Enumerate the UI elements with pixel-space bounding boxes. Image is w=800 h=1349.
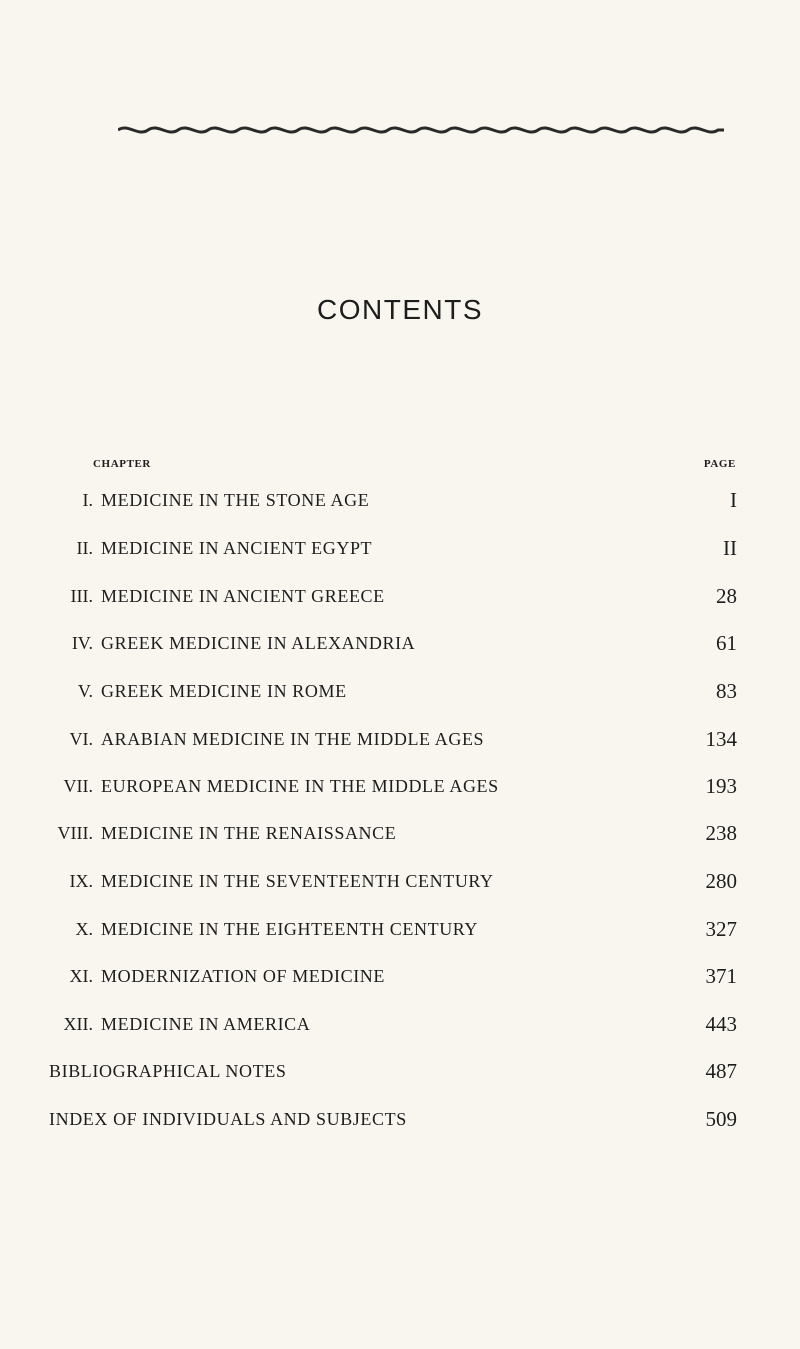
chapter-title: MODERNIZATION OF MEDICINE <box>101 966 385 986</box>
chapter-number: VI. <box>69 729 93 749</box>
toc-entry <box>0 1059 800 1083</box>
page-number: 238 <box>705 821 737 845</box>
toc-entry <box>0 869 800 893</box>
toc-entry <box>0 488 800 512</box>
page-number: 371 <box>705 964 737 988</box>
section-title: INDEX OF INDIVIDUALS AND SUBJECTS <box>49 1109 407 1129</box>
page-number: 83 <box>716 679 737 703</box>
page-column-header: PAGE <box>703 458 736 470</box>
chapter-number: V. <box>77 681 93 701</box>
page-number: 487 <box>705 1059 737 1083</box>
chapter-title: MEDICINE IN AMERICA <box>101 1014 311 1034</box>
toc-entry <box>0 964 800 988</box>
chapter-number: VII. <box>63 776 93 796</box>
chapter-title: EUROPEAN MEDICINE IN THE MIDDLE AGES <box>101 776 499 796</box>
page-number: II <box>723 536 737 560</box>
chapter-number: III. <box>70 586 93 606</box>
toc-entry <box>0 727 800 751</box>
toc-entry <box>0 679 800 703</box>
page-number: I <box>730 488 737 512</box>
chapter-title: MEDICINE IN THE SEVENTEENTH CENTURY <box>101 871 494 891</box>
chapter-title: GREEK MEDICINE IN ROME <box>101 681 347 701</box>
chapter-number: IX. <box>69 871 93 891</box>
toc-entry <box>0 1012 800 1036</box>
toc-entry <box>0 774 800 798</box>
toc-entry <box>0 821 800 845</box>
page-number: 28 <box>716 584 737 608</box>
chapter-number: VIII. <box>57 823 93 843</box>
page-number: 134 <box>705 727 737 751</box>
chapter-title: MEDICINE IN THE RENAISSANCE <box>101 823 397 843</box>
toc-entry <box>0 584 800 608</box>
toc-entry <box>0 917 800 941</box>
chapter-number: I. <box>82 490 93 510</box>
page-number: 280 <box>705 869 737 893</box>
chapter-number: II. <box>76 538 93 558</box>
chapter-title: MEDICINE IN ANCIENT EGYPT <box>101 538 373 558</box>
chapter-title: GREEK MEDICINE IN ALEXANDRIA <box>101 633 416 653</box>
page-number: 61 <box>716 631 737 655</box>
toc-entry <box>0 536 800 560</box>
page-number: 443 <box>705 1012 737 1036</box>
chapter-title: ARABIAN MEDICINE IN THE MIDDLE AGES <box>101 729 485 749</box>
page-number: 193 <box>705 774 737 798</box>
page-number: 327 <box>705 917 737 941</box>
chapter-number: XII. <box>63 1014 93 1034</box>
section-title: BIBLIOGRAPHICAL NOTES <box>49 1061 287 1081</box>
chapter-title: MEDICINE IN ANCIENT GREECE <box>101 586 385 606</box>
chapter-column-header: CHAPTER <box>93 458 151 470</box>
chapter-number: X. <box>75 919 93 939</box>
chapter-title: MEDICINE IN THE EIGHTEENTH CENTURY <box>101 919 479 939</box>
toc-entry <box>0 1107 800 1131</box>
page-number: 509 <box>705 1107 737 1131</box>
toc-entry <box>0 631 800 655</box>
chapter-number: XI. <box>69 966 93 986</box>
chapter-title: MEDICINE IN THE STONE AGE <box>101 490 370 510</box>
chapter-number: IV. <box>71 633 93 653</box>
decorative-wave-rule <box>118 123 724 137</box>
page-title: CONTENTS <box>317 294 483 325</box>
